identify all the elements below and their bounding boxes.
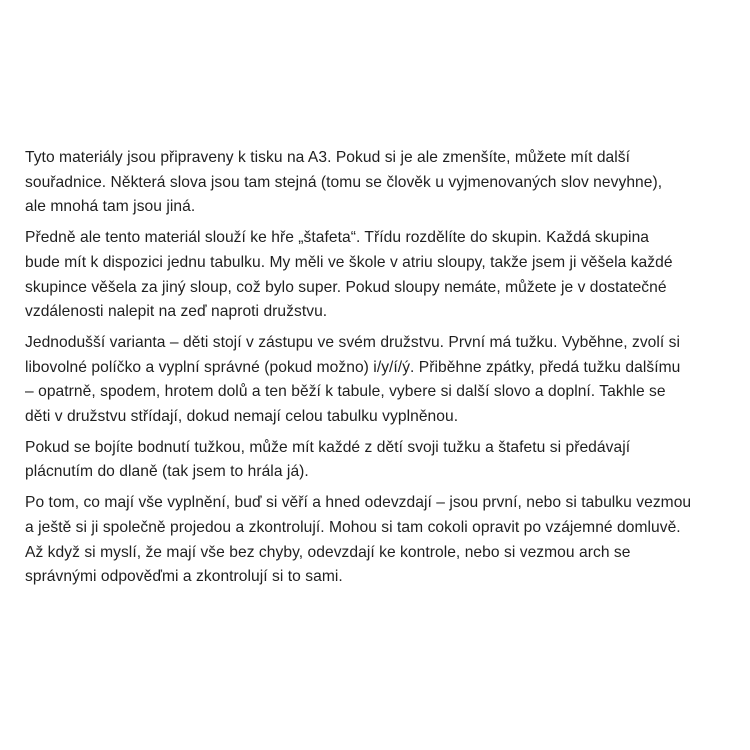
text-line: Po tom, co mají vše vyplnění, buď si věří a hned odevzdají – jsou první, nebo si tabulku vezmou bbox=[25, 494, 692, 512]
text-line: skupince věšela za jiný sloup, což bylo super. Pokud sloupy nemáte, můžete je v dostatečné bbox=[25, 278, 667, 296]
text-line: plácnutím do dlaně (tak jsem to hrála já). bbox=[25, 463, 309, 481]
text-line: bude mít k dispozici jednu tabulku. My měli ve škole v atriu sloupy, takže jsem ji věšela každé bbox=[25, 253, 673, 271]
text-line: vzdálenosti nalepit na zeď naproti družstvu. bbox=[25, 303, 328, 321]
text-line: správnými odpověďmi a zkontrolují si to sami. bbox=[25, 568, 343, 586]
paragraph-checking bbox=[25, 491, 741, 590]
paragraph-simple-variant bbox=[25, 331, 741, 430]
paragraph-pencil-safety bbox=[25, 436, 741, 485]
text-line: děti v družstvu střídají, dokud nemají celou tabulku vyplněnou. bbox=[25, 408, 459, 426]
text-line: Jednodušší varianta – děti stojí v zástupu ve svém družstvu. První má tužku. Vyběhne, zvolí si bbox=[25, 333, 681, 351]
text-line: a ještě si ji společně projedou a zkontrolují. Mohou si tam cokoli opravit po vzájemné domluvě. bbox=[25, 518, 681, 536]
text-line: libovolné políčko a vyplní správné (pokud možno) i/y/í/ý. Přiběhne zpátky, předá tužku dalšímu bbox=[25, 358, 681, 376]
paragraph-relay-game bbox=[25, 226, 741, 325]
text-line: – opatrně, spodem, hrotem dolů a ten běží k tabule, vybere si další slovo a doplní. Takhle se bbox=[25, 383, 666, 401]
text-line: Tyto materiály jsou připraveny k tisku na A3. Pokud si je ale zmenšíte, můžete mít další bbox=[25, 149, 631, 166]
text-line: Předně ale tento materiál slouží ke hře „štafeta“. Třídu rozdělíte do skupin. Každá skupina bbox=[25, 229, 650, 247]
text-line: ale mnohá tam jsou jiná. bbox=[25, 198, 196, 216]
document-body bbox=[25, 146, 741, 596]
text-line: Pokud se bojíte bodnutí tužkou, může mít každé z dětí svoji tužku a štafetu si předávají bbox=[25, 438, 631, 456]
text-line: Až když si myslí, že mají vše bez chyby, odevzdají ke kontrole, nebo si vezmou arch se bbox=[25, 543, 631, 561]
text-line: souřadnice. Některá slova jsou tam stejná (tomu se člověk u vyjmenovaných slov nevyhne), bbox=[25, 173, 663, 191]
paragraph-intro bbox=[25, 146, 741, 220]
